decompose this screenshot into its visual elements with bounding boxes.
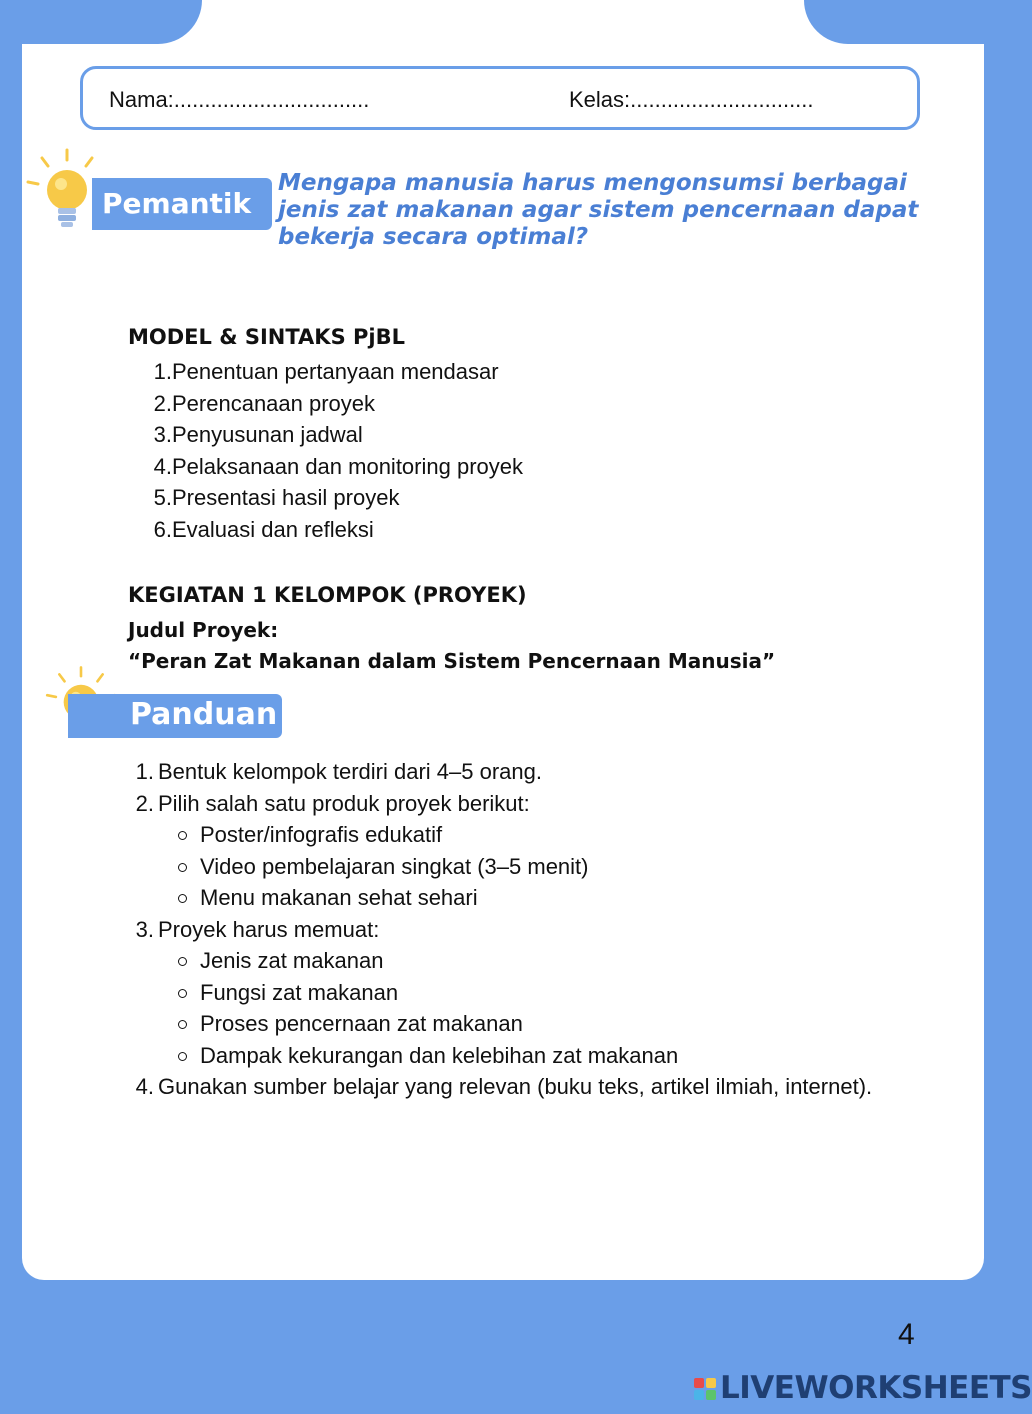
- list-item: 6.Evaluasi dan refleksi: [153, 516, 374, 542]
- list-item: 1.Penentuan pertanyaan mendasar: [153, 359, 499, 384]
- list-item: 2. Pilih salah satu produk proyek berikut: Poster/infografis edukatif Video pembelajaran singkat (3–5 menit) Menu makanan sehat sehari: [134, 788, 894, 914]
- list-item: 4.Pelaksanaan dan monitoring proyek: [153, 453, 524, 479]
- project-title: “Peran Zat Makanan dalam Sistem Pencernaan Manusia”: [128, 649, 776, 673]
- model-steps-list: [148, 356, 523, 545]
- panduan-tag: Panduan: [68, 694, 282, 738]
- brand-name[interactable]: LIVEWORKSHEETS: [720, 1370, 1032, 1406]
- sub-list: [158, 819, 894, 914]
- liveworksheets-logo-icon: [694, 1378, 716, 1400]
- top-right-notch: [804, 0, 984, 44]
- sub-list-item: Fungsi zat makanan: [176, 977, 894, 1009]
- kegiatan-heading: KEGIATAN 1 KELOMPOK (PROYEK): [128, 583, 527, 607]
- model-heading: MODEL & SINTAKS PjBL: [128, 325, 405, 349]
- pemantik-question: Mengapa manusia harus mengonsumsi berbagai jenis zat makanan agar sistem pencernaan dapat bekerja secara optimal?: [278, 170, 919, 250]
- page-number: 4: [898, 1318, 915, 1351]
- pemantik-tag: Pemantik: [92, 178, 272, 230]
- top-left-notch: [22, 0, 202, 44]
- sub-list-item: Menu makanan sehat sehari: [176, 882, 894, 914]
- list-item: 4. Gunakan sumber belajar yang relevan (buku teks, artikel ilmiah, internet).: [135, 1074, 873, 1099]
- student-info-box: [80, 66, 920, 130]
- class-field[interactable]: Kelas:..............................: [569, 87, 814, 112]
- list-item: 3. Proyek harus memuat: Jenis zat makanan Fungsi zat makanan Proses pencernaan zat makanan Dampak kekurangan dan kelebihan zat makanan: [134, 914, 894, 1072]
- list-item: 5.Presentasi hasil proyek: [153, 485, 400, 510]
- list-item: 1. Bentuk kelompok terdiri dari 4–5 orang.: [135, 759, 542, 784]
- sub-list: [158, 945, 894, 1071]
- list-item: 2.Perencanaan proyek: [153, 390, 376, 416]
- sub-list-item: Dampak kekurangan dan kelebihan zat makanan: [176, 1040, 894, 1072]
- judul-label: Judul Proyek:: [128, 618, 279, 642]
- sub-list-item: Proses pencernaan zat makanan: [176, 1008, 894, 1040]
- panduan-list: [134, 756, 894, 1103]
- sub-list-item: Video pembelajaran singkat (3–5 menit): [176, 851, 894, 883]
- name-field[interactable]: Nama:................................: [109, 87, 370, 112]
- list-item: 3.Penyusunan jadwal: [153, 422, 363, 447]
- sub-list-item: Jenis zat makanan: [176, 945, 894, 977]
- sub-list-item: Poster/infografis edukatif: [176, 819, 894, 851]
